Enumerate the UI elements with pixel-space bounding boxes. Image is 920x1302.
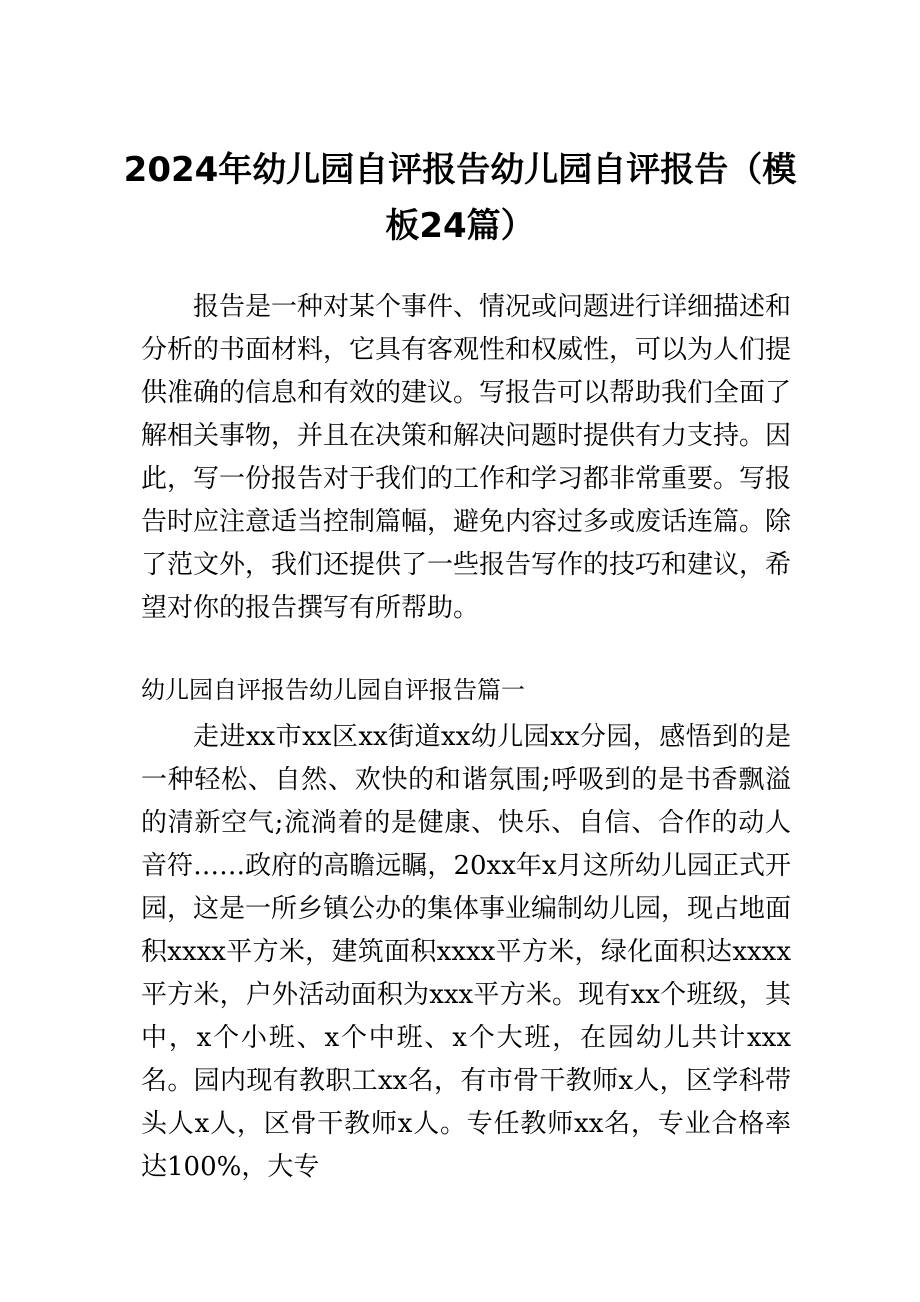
- section-paragraph: 走进xx市xx区xx街道xx幼儿园xx分园，感悟到的是一种轻松、自然、欢快的和谐氛围;呼吸到的是书香飘溢的清新空气;流淌着的是健康、快乐、自信、合作的动人音符……政府的高瞻远瞩，20xx年x月这所幼儿园正式开园，这是一所乡镇公办的集体事业编制幼儿园，现占地面积xxxx平方米，建筑面积xxxx平方米，绿化面积达xxxx平方米，户外活动面积为xxx平方米。现有xx个班级，其中，x个小班、x个中班、x个大班，在园幼儿共计xxx名。园内现有教职工xx名，有市骨干教师x人，区学科带头人x人，区骨干教师x人。专任教师xx名，专业合格率达100%，大专: [141, 722, 792, 1182]
- intro-paragraph: 报告是一种对某个事件、情况或问题进行详细描述和分析的书面材料，它具有客观性和权威性，可以为人们提供准确的信息和有效的建议。写报告可以帮助我们全面了解相关事物，并且在决策和解决问题时提供有力支持。因此，写一份报告对于我们的工作和学习都非常重要。写报告时应注意适当控制篇幅，避免内容过多或废话连篇。除了范文外，我们还提供了一些报告写作的技巧和建议，希望对你的报告撰写有所帮助。: [141, 292, 792, 623]
- section-heading: 幼儿园自评报告幼儿园自评报告篇一: [141, 676, 525, 704]
- document-title: 2024年幼儿园自评报告幼儿园自评报告（模板24篇）: [123, 150, 797, 246]
